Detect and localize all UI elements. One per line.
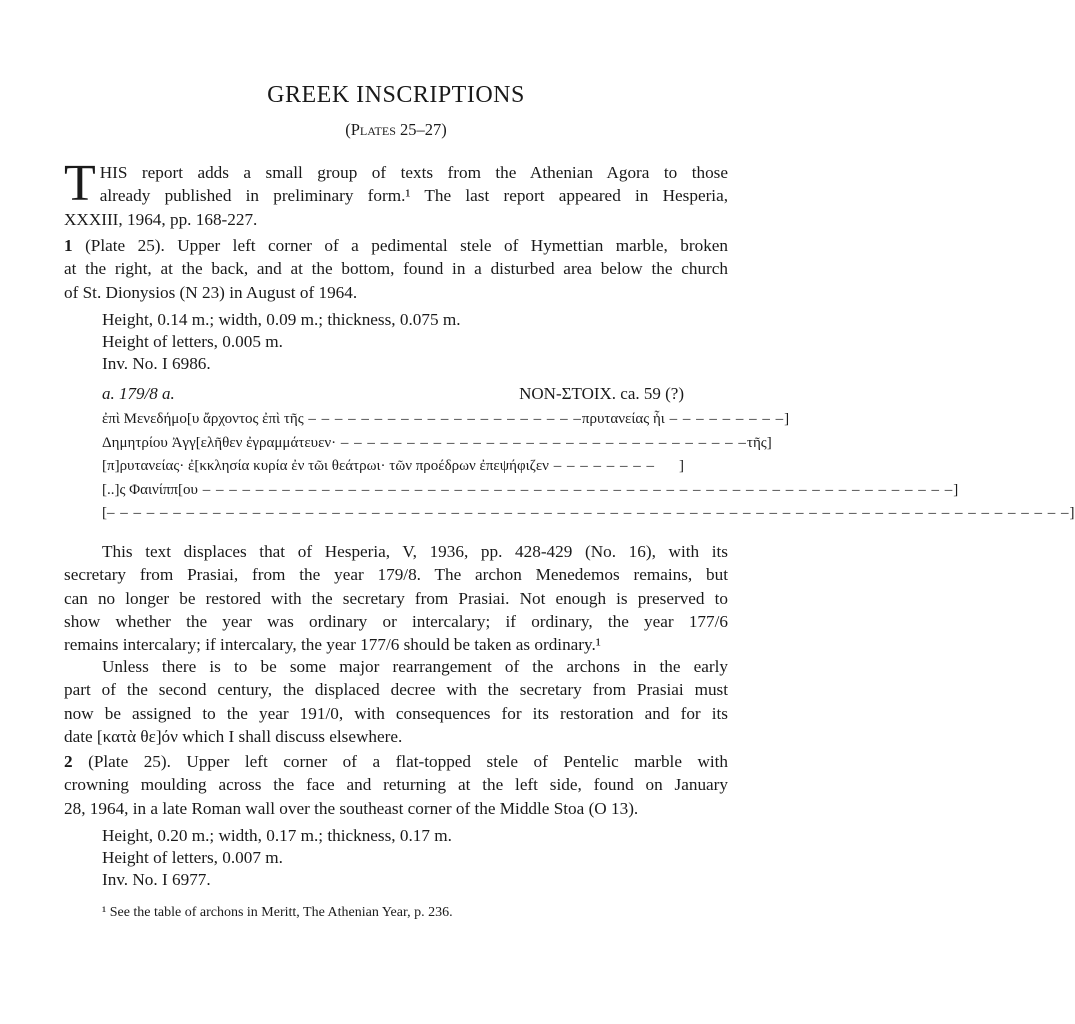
- intro-line-1: HIS report adds a small group of texts from the Athenian Agora to those: [99, 163, 728, 182]
- item-1-line-3: of St. Dionysios (N 23) in August of 1964.: [64, 282, 358, 302]
- para2-line-2: secretary from Prasiai, from the year 179/8. The archon Menedemos remains, but: [64, 565, 728, 585]
- intro-line-3: XXXIII, 1964, pp. 168-227.: [64, 209, 258, 229]
- item-2-line-3: 28, 1964, in a late Roman wall over the southeast corner of the Middle Stoa (O 13).: [64, 798, 639, 818]
- item-1-inventory: Inv. No. I 6986.: [102, 354, 211, 373]
- item-1-line-2: at the right, at the back, and at the bottom, found in a disturbed area below the church: [64, 259, 728, 279]
- item-2-description: [64, 750, 728, 820]
- para2-line-3: can no longer be restored with the secretary from Prasiai. Not enough is preserved to: [64, 588, 728, 608]
- item-1-number: 1: [64, 236, 73, 255]
- item-1-letter-height: Height of letters, 0.005 m.: [102, 332, 283, 351]
- para2-line-4: show whether the year was ordinary or intercalary; if ordinary, the year 177/6: [64, 611, 728, 631]
- item-1-description: [64, 234, 728, 304]
- greek-line-4: [..]ς Φαινίππ[ου – – – – – – – – – – – – – – – – – – – – – – – – – – – – – – – – – – – – – – – – – – – – – – – – – – – – – – – – – ]: [102, 481, 959, 498]
- discussion-paragraph-2: [64, 655, 728, 748]
- greek-line-3: [π]ρυτανείας· ἐ[κκλησία κυρία ἐν τῶι θεάτρωι· τῶν προέδρων ἐπεψήφιζεν – – – – – – – – ]: [102, 458, 684, 474]
- para3-line-1: Unless there is to be some major rearrangement of the archons in the early: [102, 657, 728, 676]
- item-1-line-1: (Plate 25). Upper left corner of a pedimental stele of Hymettian marble, broken: [85, 236, 729, 255]
- drop-cap: T: [64, 155, 96, 212]
- plates-reference: (Plates 25–27): [345, 120, 447, 139]
- para2-line-5: remains intercalary; if intercalary, the year 177/6 should be taken as ordinary.¹: [64, 635, 601, 655]
- item-2-letter-height: Height of letters, 0.007 m.: [102, 848, 283, 867]
- intro-paragraph: [64, 155, 728, 231]
- intro-line-2: already published in preliminary form.¹ The last report appeared in Hesperia,: [99, 186, 728, 206]
- para3-line-4: date [κατὰ θε]όν which I shall discuss elsewhere.: [64, 726, 403, 746]
- item-1-date: a. 179/8 a.: [102, 384, 175, 403]
- para3-line-3: now be assigned to the year 191/0, with consequences for its restoration and for its: [64, 703, 728, 723]
- greek-line-5: [ – – – – – – – – – – – – – – – – – – – – – – – – – – – – – – – – – – – – – – – – – – – – – – – – – – – – – – – – – – – – – – – – – – – – – – – – – ]: [102, 505, 1075, 521]
- greek-line-1: ἐπὶ Μενεδήμο[υ ἄρχοντος ἐπὶ τῆς – – – – – – – – – – – – – – – – – – – – – πρυτανείας ἧι – – – – – – – – – ]: [102, 411, 790, 427]
- item-2-dimensions: Height, 0.20 m.; width, 0.17 m.; thickness, 0.17 m.: [102, 826, 452, 845]
- item-1-measurements: [102, 309, 461, 375]
- item-2-measurements: [102, 825, 452, 891]
- footnote: ¹ See the table of archons in Meritt, The Athenian Year, p. 236.: [102, 905, 453, 920]
- item-1-stoichedon: NON-ΣΤΟΙΧ. ca. 59 (?): [519, 384, 684, 403]
- discussion-paragraph-1: [64, 540, 728, 656]
- item-2-inventory: Inv. No. I 6977.: [102, 870, 211, 889]
- page-title: GREEK INSCRIPTIONS: [267, 82, 525, 108]
- item-2-number: 2: [64, 752, 73, 771]
- greek-inscription-text: [102, 408, 1075, 526]
- para2-line-1: This text displaces that of Hesperia, V, 1936, pp. 428-429 (No. 16), with its: [102, 542, 728, 561]
- greek-line-2: Δημητρίου Ἀγγ[ελῆθεν ἐγραμμάτευεν· – – – – – – – – – – – – – – – – – – – – – – – – – – – – – – – τῆς ]: [102, 434, 772, 451]
- para3-line-2: part of the second century, the displaced decree with the secretary from Prasiai must: [64, 680, 728, 700]
- item-2-line-1: (Plate 25). Upper left corner of a flat-topped stele of Pentelic marble with: [88, 752, 729, 771]
- item-1-dimensions: Height, 0.14 m.; width, 0.09 m.; thickness, 0.075 m.: [102, 310, 461, 329]
- item-2-line-2: crowning moulding across the face and returning at the left side, found on January: [64, 775, 728, 795]
